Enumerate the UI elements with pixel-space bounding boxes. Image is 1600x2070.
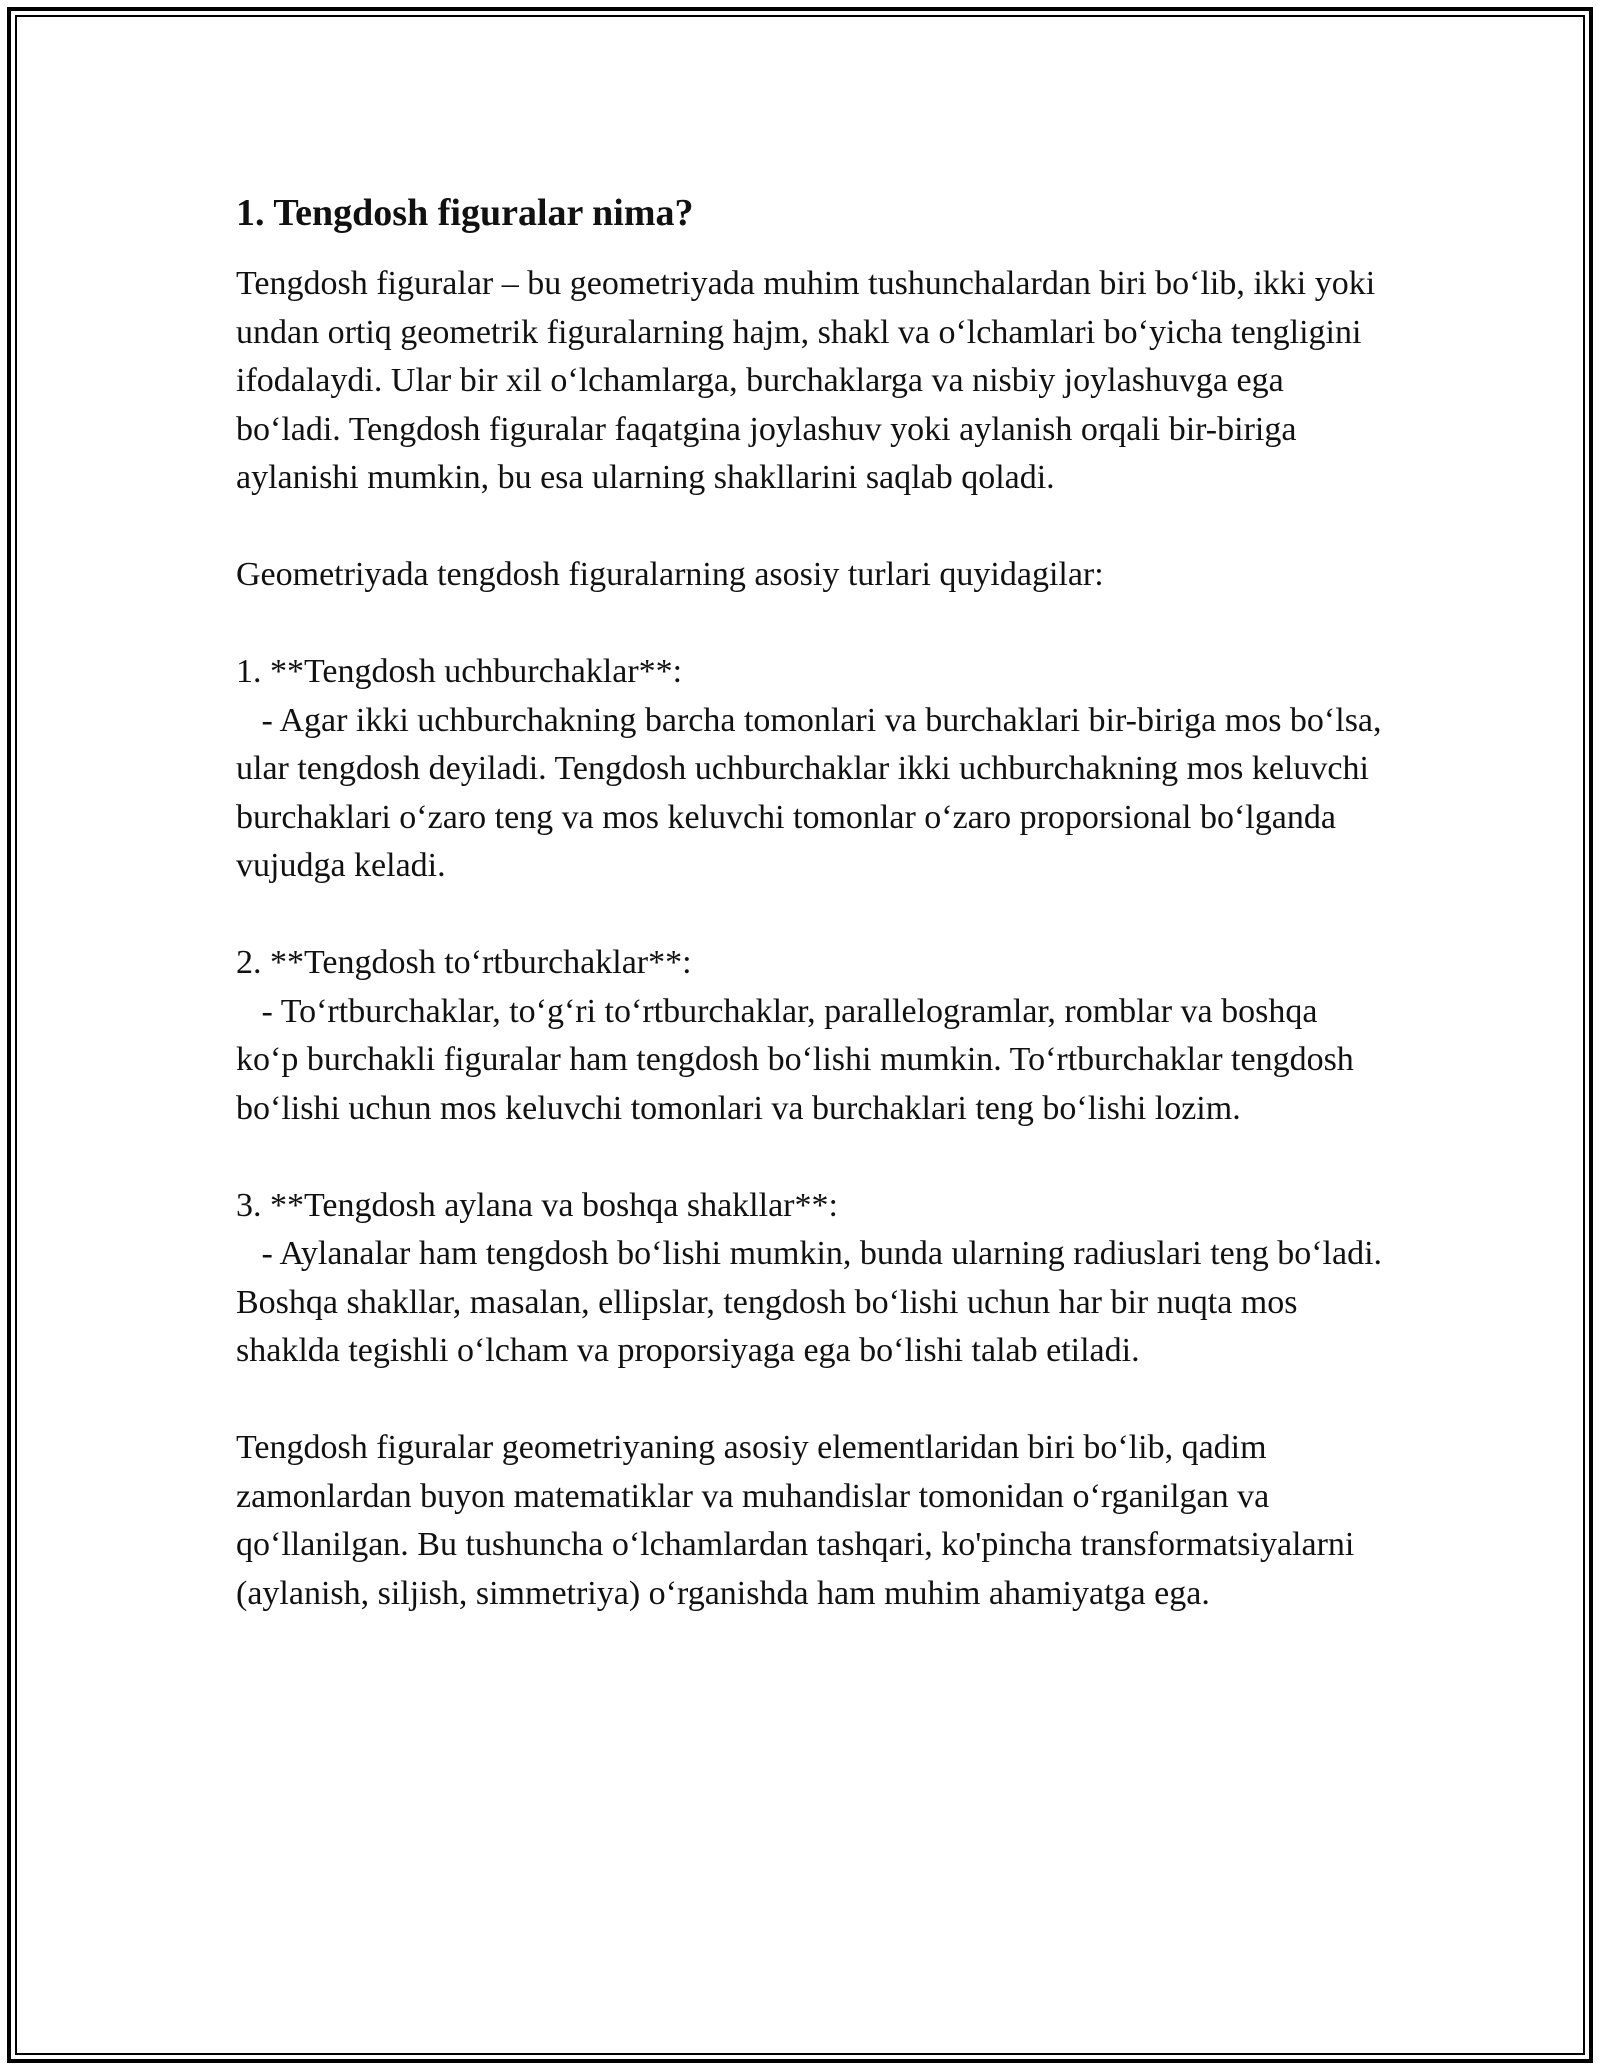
list-item-title: 2. **Tengdosh to‘rtburchaklar**: — [236, 944, 692, 981]
list-item-title: 3. **Tengdosh aylana va boshqa shakllar**: — [236, 1186, 838, 1224]
list-item-circles — [236, 1182, 1391, 1376]
list-item-description: - Aylanalar ham tengdosh bo‘lishi mumkin, bunda ularning radiuslari teng bo‘ladi. Boshqa shakllar, masalan, ellipslar, tengdosh bo‘lishi uchun har bir nuqta mos shaklda tegishli o‘lcham va proporsiyaga ega bo‘lishi talab etiladi. — [236, 1235, 1391, 1369]
conclusion-paragraph: Tengdosh figuralar geometriyaning asosiy elementlaridan biri bo‘lib, qadim zamonlardan buyon matematiklar va muhandislar tomonidan o‘rganilgan va qo‘llanilgan. Bu tushuncha o‘lchamlardan tashqari, ko'pincha transformatsiyalarni (aylanish, siljish, simmetriya) o‘rganishda ham muhim ahamiyatga ega. — [236, 1429, 1363, 1612]
list-item-title: 1. **Tengdosh uchburchaklar**: — [236, 653, 683, 690]
list-item-description: - To‘rtburchaklar, to‘g‘ri to‘rtburchaklar, parallelogramlar, romblar va boshqa ko‘p burchakli figuralar ham tengdosh bo‘lishi mumkin. To‘rtburchaklar tengdosh bo‘lishi uchun mos keluvchi tomonlari va burchaklari teng bo‘lishi lozim. — [236, 992, 1363, 1127]
intro-paragraph: Tengdosh figuralar – bu geometriyada muhim tushunchalardan biri bo‘lib, ikki yoki undan ortiq geometrik figuralarning hajm, shakl va o‘lchamlari bo‘yicha tengligini ifodalaydi. Ular bir xil o‘lchamlarga, burchaklarga va nisbiy joylashuvga ega bo‘ladi. Tengdosh figuralar faqatgina joylashuv yoki aylanish orqali bir-biriga aylanishi mumkin, bu esa ularning shakllarini saqlab qoladi. — [236, 265, 1384, 496]
list-item-triangles — [236, 648, 1391, 891]
list-item-quadrilaterals — [236, 939, 1386, 1133]
document-body — [236, 183, 1391, 1618]
section-heading: 1. Tengdosh figuralar nima? — [236, 192, 694, 234]
types-lead-paragraph: Geometriyada tengdosh figuralarning asosiy turlari quyidagilar: — [236, 556, 1104, 593]
list-item-description: - Agar ikki uchburchakning barcha tomonlari va burchaklari bir-biriga mos bo‘lsa, ular tengdosh deyiladi. Tengdosh uchburchaklar ikki uchburchakning mos keluvchi burchaklari o‘zaro teng va mos keluvchi tomonlar o‘zaro proporsional bo‘lganda vujudga keladi. — [236, 701, 1391, 884]
